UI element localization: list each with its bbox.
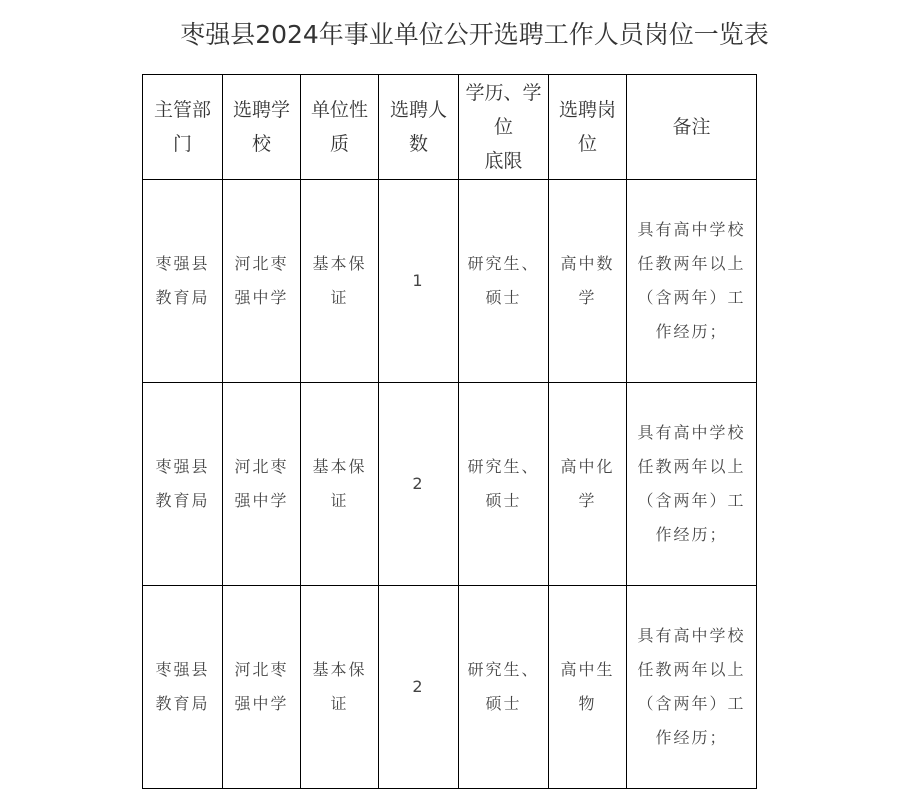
header-department: 主管部门 <box>143 75 223 180</box>
cell-school: 河北枣强中学 <box>223 586 301 789</box>
cell-count: 2 <box>379 383 459 586</box>
cell-note: 具有高中学校任教两年以上（含两年）工作经历； <box>627 180 757 383</box>
cell-department: 枣强县教育局 <box>143 383 223 586</box>
cell-education: 研究生、硕士 <box>459 586 549 789</box>
header-school: 选聘学校 <box>223 75 301 180</box>
positions-table <box>142 74 757 789</box>
cell-position: 高中生物 <box>549 586 627 789</box>
cell-education: 研究生、硕士 <box>459 383 549 586</box>
cell-department: 枣强县教育局 <box>143 180 223 383</box>
cell-school: 河北枣强中学 <box>223 383 301 586</box>
cell-nature: 基本保证 <box>301 586 379 789</box>
cell-nature: 基本保证 <box>301 383 379 586</box>
header-note: 备注 <box>627 75 757 180</box>
cell-position: 高中化学 <box>549 383 627 586</box>
header-count: 选聘人数 <box>379 75 459 180</box>
page-title: 枣强县2024年事业单位公开选聘工作人员岗位一览表 <box>180 20 769 49</box>
cell-education: 研究生、硕士 <box>459 180 549 383</box>
table-header-row <box>143 75 757 180</box>
cell-department: 枣强县教育局 <box>143 586 223 789</box>
header-nature: 单位性质 <box>301 75 379 180</box>
table-row <box>143 383 757 586</box>
cell-note: 具有高中学校任教两年以上（含两年）工作经历； <box>627 586 757 789</box>
cell-count: 1 <box>379 180 459 383</box>
table-row <box>143 180 757 383</box>
cell-position: 高中数学 <box>549 180 627 383</box>
cell-note: 具有高中学校任教两年以上（含两年）工作经历； <box>627 383 757 586</box>
cell-nature: 基本保证 <box>301 180 379 383</box>
header-position: 选聘岗位 <box>549 75 627 180</box>
cell-school: 河北枣强中学 <box>223 180 301 383</box>
cell-count: 2 <box>379 586 459 789</box>
table-row <box>143 586 757 789</box>
header-education: 学历、学 位 底限 <box>459 75 549 180</box>
